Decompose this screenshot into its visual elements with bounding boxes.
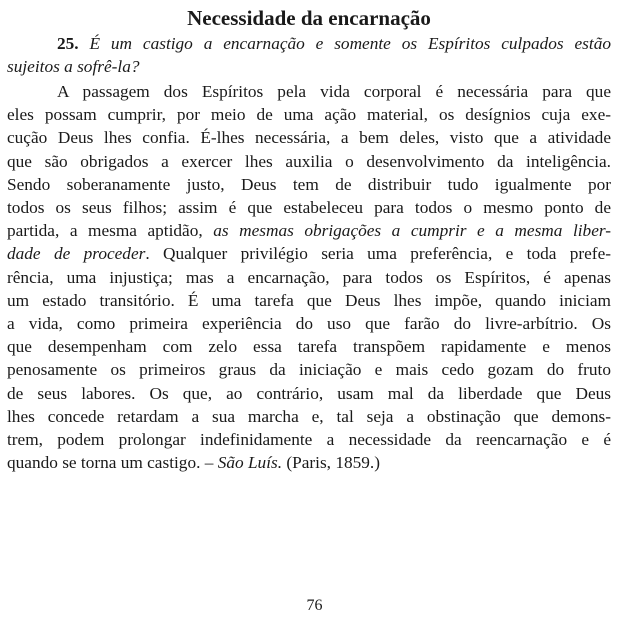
answer-line-7 <box>7 219 611 242</box>
answer-line-16: trem, podem prolongar indefinidamente a necessidade da reencarnação e é <box>7 430 611 450</box>
answer-line-10: um estado transitório. É uma tarefa que Deus lhes impõe, quando iniciam <box>7 290 611 310</box>
answer-line-3: cução Deus lhes confia. É-lhes necessária, a bem deles, visto que a atividade <box>7 128 611 148</box>
answer-line-9: rência, uma injustiça; mas a encarnação, para todos os Espíritos, é apenas <box>7 267 611 287</box>
answer-line-8 <box>7 242 611 265</box>
answer-paragraph <box>7 80 611 474</box>
question-text-line-1: É um castigo a encarnação e somente os Espíritos culpados estão <box>89 34 611 53</box>
answer-line-4: que são obrigados a exercer lhes auxilia o desenvolvimento da inteligência. <box>7 151 611 171</box>
answer-line-2: eles possam cumprir, por meio de uma ação material, os desígnios cuja exe- <box>7 105 611 125</box>
answer-line-13: penosamente os primeiros graus da iniciação e mais cedo gozam do fruto <box>7 360 611 380</box>
answer-line-17 <box>7 451 611 474</box>
answer-line-8-italic: dade de proceder <box>7 244 146 264</box>
answer-line-1: A passagem dos Espíritos pela vida corporal é necessária para que <box>57 82 611 101</box>
question-text-line-2: sujeitos a sofrê-la? <box>7 57 140 76</box>
answer-line-17-roman: quando se torna um castigo. – <box>7 453 218 473</box>
answer-line-6: todos os seus filhos; assim é que estabeleceu para todos o mesmo ponto de <box>7 198 611 218</box>
section-heading: Necessidade da encarnação <box>187 6 431 30</box>
question-paragraph <box>7 32 611 78</box>
answer-line-5: Sendo soberanamente justo, Deus tem de distribuir tudo igualmente por <box>7 174 611 194</box>
answer-line-14: de seus labores. Os que, ao contrário, usam mal da liberdade que Deus <box>7 383 611 403</box>
answer-line-8-roman: . Qualquer privilégio seria uma preferência, e toda prefe- <box>145 244 611 264</box>
signature-place-date: (Paris, 1859.) <box>282 453 380 473</box>
page-number: 76 <box>306 597 323 614</box>
signature-author: São Luís. <box>217 453 283 473</box>
answer-line-12: que desempenham com zelo essa tarefa transpõem rapidamente e menos <box>7 337 611 357</box>
answer-line-7-italic: as mesmas obrigações a cumprir e a mesma liber- <box>213 221 611 241</box>
answer-line-15: lhes concede retardam a sua marcha e, tal seja a obstinação que demons- <box>7 406 611 426</box>
answer-line-7-roman: partida, a mesma aptidão, <box>7 221 214 241</box>
answer-line-11: a vida, como primeira experiência do uso que farão do livre-arbítrio. Os <box>7 314 611 334</box>
page-body <box>7 0 611 474</box>
question-number: 25. <box>57 34 79 53</box>
